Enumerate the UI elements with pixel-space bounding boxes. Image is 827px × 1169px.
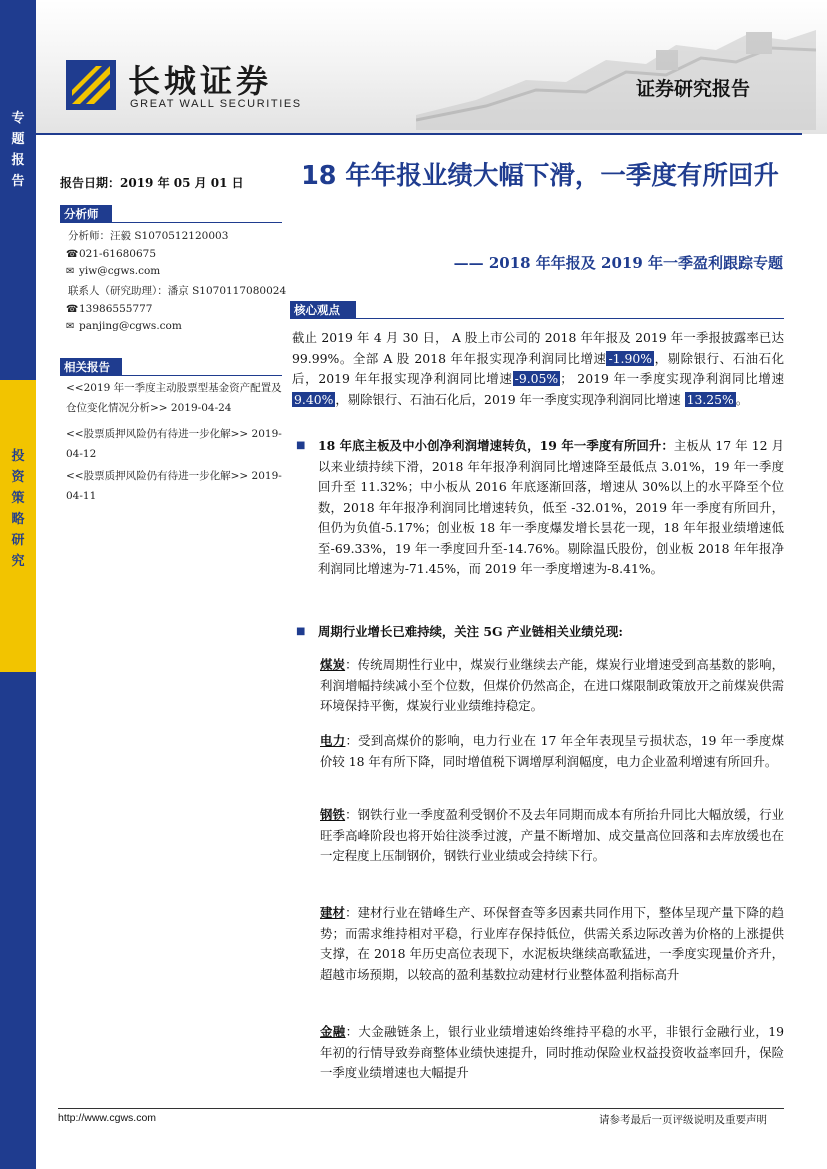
bullet-square-icon: ■ — [296, 626, 306, 637]
report-subtitle: —— 2018 年年报及 2019 年一季盈利跟踪专题 — [453, 254, 783, 272]
mail-icon: ✉ — [66, 320, 75, 332]
industry-steel-text: ：钢铁行业一季度盈利受钢价不及去年同期而成本有所抬升同比大幅放缓，行业旺季高峰阶段也将开始往淡季过渡，产量不断增加、成交量高位回落和去库放缓也在一定程度上压制钢价，钢铁行业业绩或会持续下行。 — [320, 807, 785, 863]
phone-number-2: 13986555777 — [79, 303, 153, 315]
analyst-section-tab: 分析师 — [60, 205, 112, 223]
bullet-board-performance — [318, 436, 784, 580]
report-date: 报告日期：2019 年 05 月 01 日 — [60, 176, 244, 190]
analyst-section-line — [60, 222, 282, 223]
footer-url[interactable]: http://www.cgws.com — [58, 1112, 157, 1124]
report-type: 证券研究报告 — [636, 78, 751, 100]
summary-text-c: ； 2019 年一季度实现净利润同比增速 — [560, 371, 784, 386]
research-category-label: 投资策略研究 — [11, 449, 25, 569]
related-report-1[interactable]: <<2019 年一季度主动股票型基金资产配置及仓位变化情况分析>> 2019-04-24 — [66, 382, 282, 414]
industry-coal-label: 煤炭 — [320, 657, 346, 672]
analyst-2-email — [66, 320, 182, 332]
industry-finance-label: 金融 — [320, 1024, 346, 1039]
phone-number-1: 021-61680675 — [79, 248, 157, 260]
industry-steel — [320, 805, 784, 867]
summary-text-b: ，剔除银行、石油石化后，2019 年年报实现净利润同比增速 — [292, 350, 785, 386]
industry-building-materials — [320, 903, 784, 985]
industry-building-label: 建材 — [320, 905, 346, 920]
industry-power-text: ：受到高煤价的影响，电力行业在 17 年全年表现呈亏损状态，19 年一季度煤价较 18 年有所下降，同时增值税下调增厚利润幅度，电力企业盈利增速有所回升。 — [320, 733, 784, 769]
footer-note: 请参考最后一页评级说明及重要声明 — [599, 1114, 767, 1126]
related-report-2[interactable]: <<股票质押风险仍有待进一步化解>> 2019-04-12 — [66, 428, 282, 460]
highlight-all-a-q1: 9.40% — [294, 391, 334, 407]
industry-power — [320, 731, 784, 772]
phone-icon: ☎ — [66, 303, 79, 315]
industry-power-label: 电力 — [320, 733, 346, 748]
company-name-en: GREAT WALL SECURITIES — [130, 98, 302, 110]
analyst-1: 分析师：汪毅 S1070512120003 — [68, 230, 229, 242]
analyst-2: 联系人（研究助理）：潘京 S1070117080024 — [68, 285, 287, 297]
core-view-line — [290, 318, 784, 319]
phone-icon: ☎ — [66, 248, 79, 260]
report-category-label: 专题报告 — [11, 111, 25, 189]
analyst-2-phone — [66, 303, 153, 315]
related-report-3[interactable]: <<股票质押风险仍有待进一步化解>> 2019-04-11 — [66, 470, 282, 502]
industry-finance — [320, 1022, 784, 1084]
bullet-cyclical — [318, 622, 784, 643]
header-divider — [36, 133, 802, 135]
highlight-ex-bank-q1: 13.25% — [686, 391, 734, 407]
summary-text-a: 截止 2019 年 4 月 30 日， A 股上市公司的 2018 年年报及 2019 年一季报披露率已达 99.99%。全部 A 股 2018 年年报实现净利润同比增速 — [292, 330, 784, 366]
report-title: 18 年年报业绩大幅下滑，一季度有所回升 — [301, 161, 779, 191]
mail-icon: ✉ — [66, 265, 75, 277]
footer-divider — [58, 1108, 784, 1109]
highlight-ex-bank-2018: -9.05% — [514, 371, 559, 386]
analyst-1-email — [66, 265, 160, 277]
core-view-tab: 核心观点 — [290, 301, 356, 319]
industry-building-text: ：建材行业在错峰生产、环保督查等多因素共同作用下，整体呈现产量下降的趋势；而需求维持相对平稳，行业库存保持低位，供需关系边际改善为价格的上涨提供支撑，在 2018 年历史高位表现下，水泥板块继续高歌猛进，一季度实现量价齐升，超越市场预期，以较高的盈利基数拉动建材行业整体盈利指标高升 — [320, 905, 785, 982]
related-section-line — [60, 375, 282, 376]
summary-text-e: 。 — [735, 391, 749, 407]
great-wall-image — [416, 20, 816, 130]
industry-steel-label: 钢铁 — [320, 807, 346, 822]
email-address-2[interactable]: panjing@cgws.com — [79, 320, 182, 332]
bullet-1-heading: 18 年底主板及中小创净利润增速转负，19 年一季度有所回升： — [318, 438, 674, 453]
analyst-1-phone — [66, 248, 156, 260]
summary-paragraph — [292, 328, 784, 410]
related-section-tab: 相关报告 — [60, 358, 122, 376]
industry-coal-text: ：传统周期性行业中，煤炭行业继续去产能，煤炭行业增速受到高基数的影响，利润增幅持续减小至个位数，但煤价仍然高企，在进口煤限制政策放开之前煤炭供需环境保持平衡，煤炭行业业绩维持稳定。 — [320, 657, 785, 713]
bullet-2-heading: 周期行业增长已难持续，关注 5G 产业链相关业绩兑现: — [318, 624, 623, 639]
email-address-1[interactable]: yiw@cgws.com — [79, 265, 161, 277]
industry-coal — [320, 655, 784, 717]
company-name: 长城证券 — [128, 62, 273, 100]
summary-text-d: ，剔除银行、石油石化后，2019 年一季度实现净利润同比增速 — [335, 391, 685, 407]
company-logo-icon — [66, 60, 116, 110]
highlight-all-a-2018: -1.90% — [608, 350, 653, 366]
industry-finance-text: ：大金融链条上，银行业业绩增速始终维持平稳的水平，非银行金融行业，19 年初的行情导致券商整体业绩快速提升，同时推动保险业权益投资收益率回升，保险一季度业绩增速也大幅提升 — [320, 1024, 784, 1080]
bullet-square-icon: ■ — [296, 440, 306, 451]
bullet-1-text: 主板从 17 年 12 月以来业绩持续下滑，2018 年年报净利润同比增速降至最低点 3.01%，19 年一季度回升至 11.32%；中小板从 2016 年底逐渐回落，增速从 30%以上的水平降至个位数，2018 年年报净利润同比增速转负，低至 -32.01%，2019 年一季度有所回升，但仍为负值-5.17%；创业板 18 年一季度爆发增长昙花一现，18 年年报业绩增速低至-69.33%，19 年一季度回升至-14.76%。剔除温氏股份，创业板 2018 年年报净利润同比增速为-71.45%，而 2019 年一季度增速为-8.41%。 — [318, 438, 784, 576]
